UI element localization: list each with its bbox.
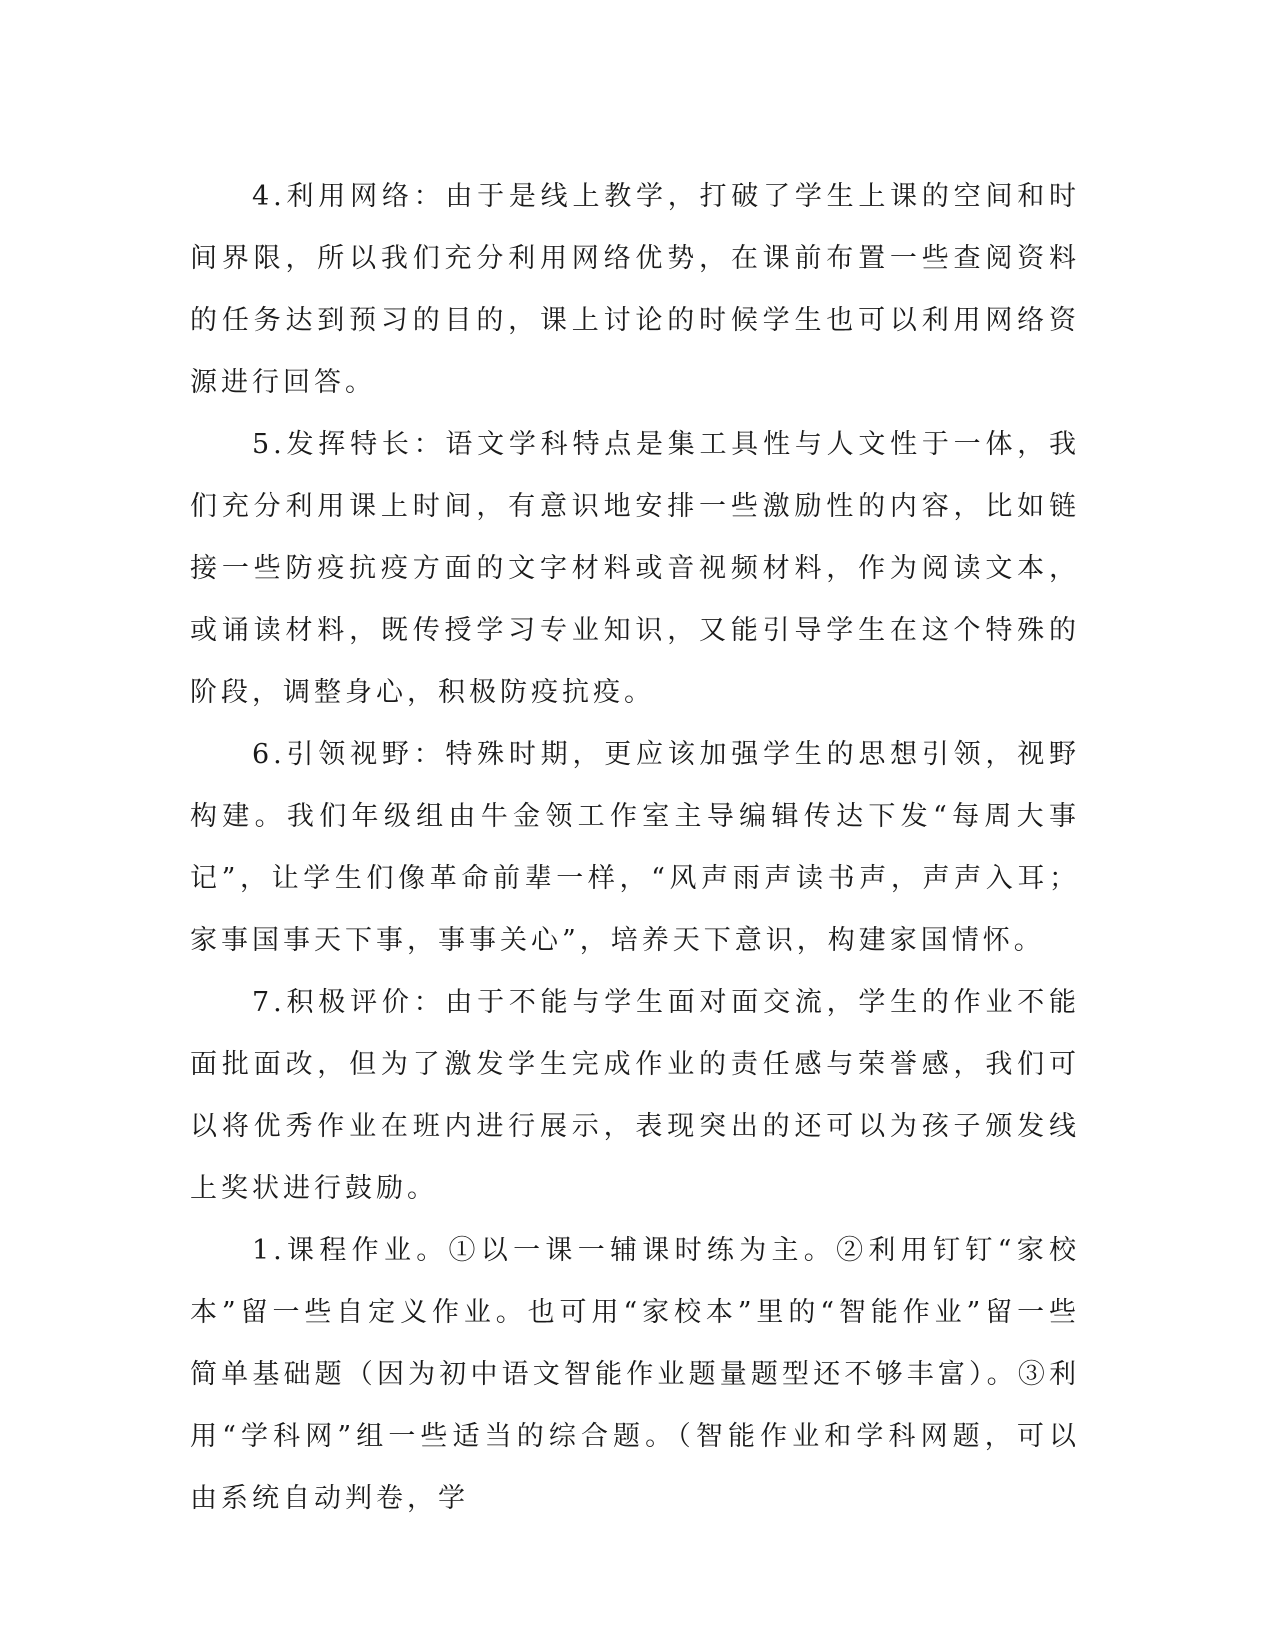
paragraph-positive-evaluation: 7.积极评价：由于不能与学生面对面交流，学生的作业不能面批面改，但为了激发学生完成作业的责任感与荣誉感，我们可以将优秀作业在班内进行展示，表现突出的还可以为孩子颁发线上奖状进行鼓励。 [190, 987, 1080, 1204]
paragraph-use-network: 4.利用网络：由于是线上教学，打破了学生上课的空间和时间界限，所以我们充分利用网络优势，在课前布置一些查阅资料的任务达到预习的目的，课上讨论的时候学生也可以利用网络资源进行回答。 [190, 181, 1080, 398]
paragraph-play-strengths: 5.发挥特长：语文学科特点是集工具性与人文性于一体，我们充分利用课上时间，有意识地安排一些激励性的内容，比如链接一些防疫抗疫方面的文字材料或音视频材料，作为阅读文本，或诵读材料，既传授学习专业知识，又能引导学生在这个特殊的阶段，调整身心，积极防疫抗疫。 [190, 429, 1080, 708]
paragraph-course-homework: 1.课程作业。①以一课一辅课时练为主。②利用钉钉“家校本”留一些自定义作业。也可用“家校本”里的“智能作业”留一些简单基础题（因为初中语文智能作业题量题型还不够丰富）。③利用“学科网”组一些适当的综合题。（智能作业和学科网题，可以由系统自动判卷，学 [190, 1235, 1080, 1514]
paragraph-lead-vision: 6.引领视野：特殊时期，更应该加强学生的思想引领，视野构建。我们年级组由牛金领工作室主导编辑传达下发“每周大事记”，让学生们像革命前辈一样，“风声雨声读书声，声声入耳；家事国事天下事，事事关心”，培养天下意识，构建家国情怀。 [190, 739, 1080, 956]
document-body [190, 166, 1080, 1530]
